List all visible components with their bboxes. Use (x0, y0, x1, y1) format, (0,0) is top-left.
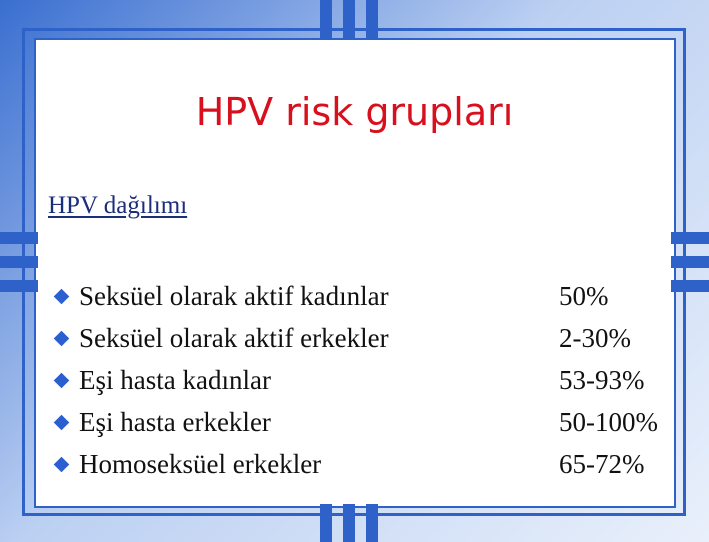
risk-group-label: Seksüel olarak aktif erkekler (79, 323, 389, 353)
risk-group-label: Seksüel olarak aktif kadınlar (79, 281, 389, 311)
left-decor-tab (0, 232, 38, 244)
bottom-decor-tab (320, 504, 332, 542)
risk-group-label: Eşi hasta kadınlar (79, 365, 271, 395)
left-decor-tab (0, 280, 38, 292)
bottom-decor-tab (343, 504, 355, 542)
right-decor-tab (671, 232, 709, 244)
risk-group-value: 2-30% (559, 323, 631, 353)
right-decor-tab (671, 256, 709, 268)
list-item (48, 317, 678, 359)
diamond-bullet-icon (54, 414, 70, 430)
bottom-decor-tab (366, 504, 378, 542)
risk-group-label: Eşi hasta erkekler (79, 407, 271, 437)
list-item (48, 401, 678, 443)
slide-title: HPV risk grupları (195, 90, 514, 134)
risk-group-list (48, 275, 678, 485)
top-decor-tab (320, 0, 332, 38)
diamond-bullet-icon (54, 456, 70, 472)
left-decor-tab (0, 256, 38, 268)
top-decor-tab (343, 0, 355, 38)
list-item (48, 359, 678, 401)
risk-group-value: 50-100% (559, 407, 658, 437)
list-item (48, 443, 678, 485)
list-item (48, 275, 678, 317)
diamond-bullet-icon (54, 372, 70, 388)
slide-subtitle: HPV dağılımı (48, 192, 188, 219)
risk-group-label: Homoseksüel erkekler (79, 449, 322, 479)
top-decor-tab (366, 0, 378, 38)
risk-group-value: 53-93% (559, 365, 645, 395)
risk-group-value: 50% (559, 281, 609, 311)
diamond-bullet-icon (54, 330, 70, 346)
risk-group-value: 65-72% (559, 449, 645, 479)
diamond-bullet-icon (54, 288, 70, 304)
